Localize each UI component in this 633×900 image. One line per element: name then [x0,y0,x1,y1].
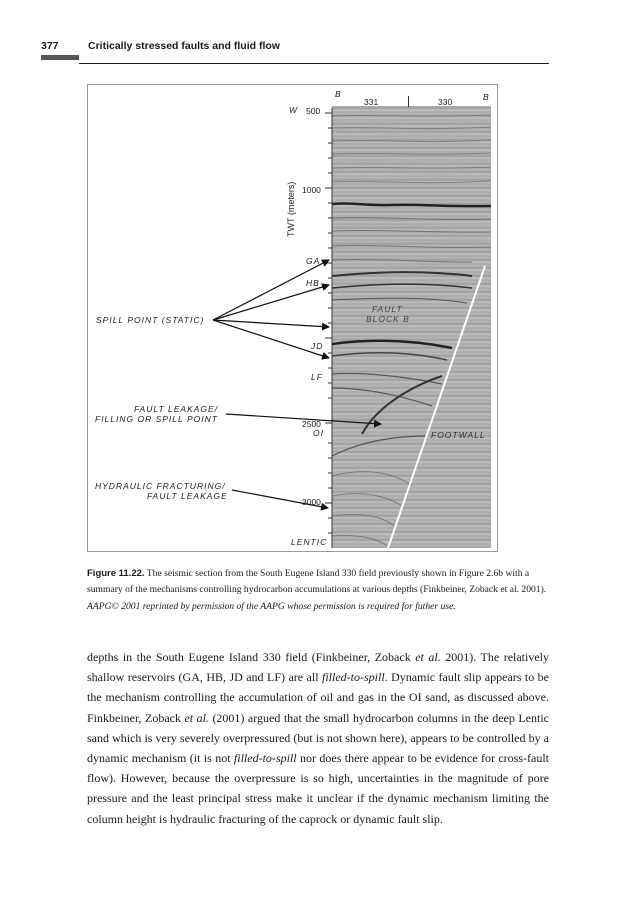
reservoir-label-oi: OI [313,428,324,438]
body-text-segment: nor does there appear to be evidence for cross-fault flow). However, because the overpressure is so high, uncertainties in the magnitude of pore pressure and the least principal stress make it unclear if the dynamic mechanism limiting the column height is hydraulic fracturing of the caprock or dynamic fault slip. [87,751,549,826]
section-label-right-b: B [483,92,490,102]
running-title: Critically stressed faults and fluid flow [88,40,280,52]
reservoir-label-lf: LF [311,372,323,382]
annotation-fault-block-line1: FAULT [372,304,403,314]
depth-tick-1000: 1000 [302,185,321,195]
page-number: 377 [41,40,59,52]
body-paragraph [87,647,549,829]
body-text-segment: . Dynamic fault slip appears to be the mechanism controlling the accumulation of oil and gas in the OI sand, as discussed above. Finkbeiner, Zoback [87,670,549,725]
figure-label: Figure 11.22. [87,568,145,579]
caption-text: The seismic section from the South Eugene Island 330 field previously shown in Figure 2.6b with a summary of the mechanisms controlling hydrocarbon accumulations at various depths (Finkbeiner, Zoback et al. 2001). [87,568,547,596]
annotation-fault-leakage-line1: FAULT LEAKAGE/ [134,404,219,414]
depth-axis-title: TWT (meters) [286,181,296,237]
section-label-left-b: B [335,89,342,99]
depth-tick-2500: 2500 [302,419,321,429]
reservoir-label-jd: JD [311,341,324,351]
body-italic-segment: filled-to-spill [233,751,297,766]
reservoir-label-hb: HB [306,278,320,288]
annotation-footwall: FOOTWALL [431,430,486,440]
annotation-fault-block-line2: BLOCK B [366,314,410,324]
reservoir-label-ga: GA [306,256,321,266]
body-italic-segment: filled-to-spill [322,670,385,685]
body-text-segment: 2001). The relatively shallow reservoirs (GA, HB, JD and LF) are all [87,650,550,685]
annotation-hydraulic-line2: FAULT LEAKAGE [147,491,228,501]
body-italic-segment: et al. [415,650,441,664]
body-text-segment: depths in the South Eugene Island 330 field (Finkbeiner, Zoback [87,650,416,664]
figure-caption [87,566,547,615]
annotation-spill-point: SPILL POINT (STATIC) [96,315,205,325]
depth-tick-500: 500 [306,106,321,116]
block-label-330: 330 [438,97,453,107]
body-italic-segment: et al. [184,710,209,725]
block-label-331: 331 [364,97,379,107]
annotation-hydraulic-line1: HYDRAULIC FRACTURING/ [95,481,226,491]
direction-label-w: W [289,105,299,115]
caption-credit: AAPG© 2001 reprinted by permission of the AAPG whose permission is required for futher use. [87,600,456,612]
reservoir-label-lentic: LENTIC [291,537,328,547]
annotation-fault-leakage-line2: FILLING OR SPILL POINT [95,414,218,424]
depth-tick-3000: 3000 [302,497,321,507]
body-text-segment: (2001) argued that the small hydrocarbon columns in the deep Lentic sand which is very severely overpressured (but is not shown here), appears to be controlled by a dynamic mechanism (it is not [87,710,549,766]
